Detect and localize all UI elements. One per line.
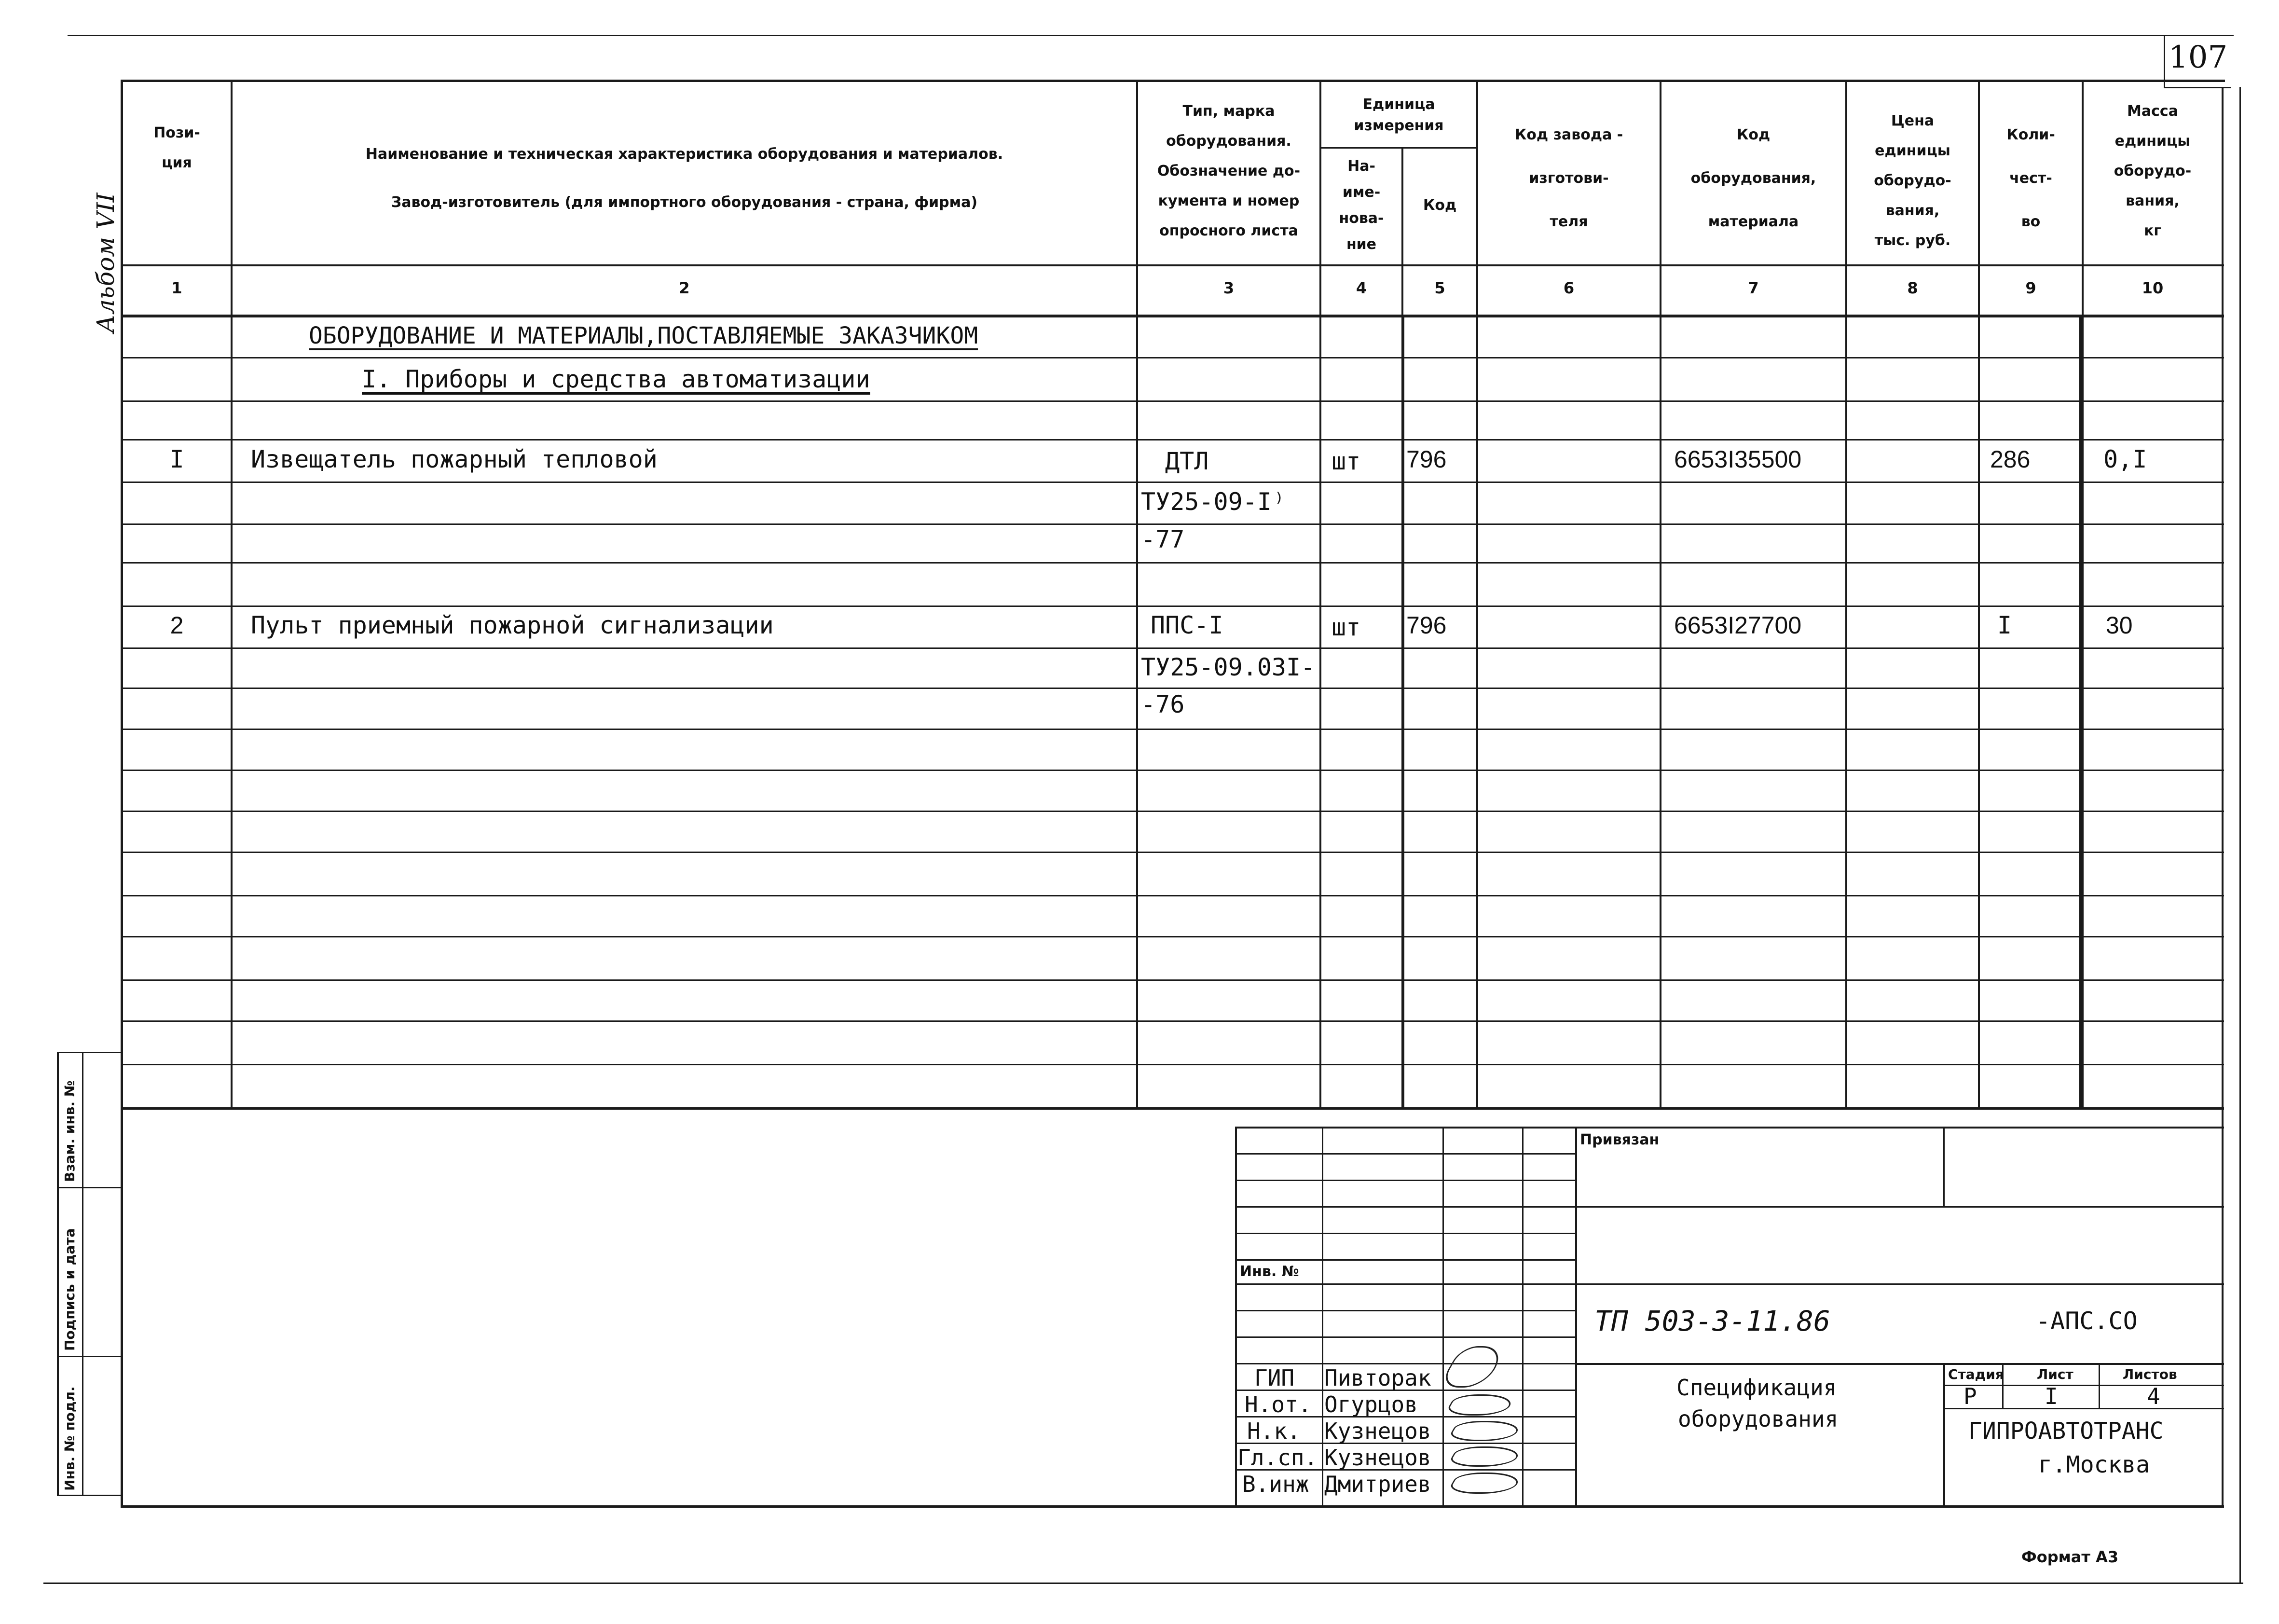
col-number-8: 8 bbox=[1907, 279, 1918, 297]
col-number-7: 7 bbox=[1748, 279, 1759, 297]
role-v-inzh: В.инж bbox=[1242, 1471, 1309, 1497]
table-row-1-unit: шт bbox=[1332, 447, 1361, 475]
role-n-ot: Н.от. bbox=[1245, 1391, 1312, 1418]
organization: ГИПРОАВТОТРАНС bbox=[1968, 1418, 2164, 1445]
col-number-3: 3 bbox=[1223, 279, 1235, 297]
signature-gl-sp bbox=[1446, 1446, 1524, 1467]
header-manufacturer-code: Код завода - изготови- теля bbox=[1514, 126, 1623, 230]
doc-code: ТП 503-3-11.86 bbox=[1594, 1305, 1830, 1337]
sheets-label: Листов bbox=[2123, 1366, 2177, 1382]
signature-v-inzh bbox=[1446, 1473, 1524, 1494]
header-unit-code: Код bbox=[1423, 197, 1457, 214]
sheet-label: Лист bbox=[2037, 1366, 2073, 1382]
stamp-replacement-inv: Взам. инв. № bbox=[62, 1080, 78, 1182]
name-gip: Пивторак bbox=[1324, 1365, 1431, 1391]
signature-n-ot bbox=[1443, 1394, 1516, 1416]
album-label: Альбом VII bbox=[92, 193, 120, 333]
subsection-title: I. Приборы и средства автоматизации bbox=[362, 365, 870, 393]
table-row-2-type-doc-cont: -76 bbox=[1141, 690, 1185, 718]
name-n-ot: Огурцов bbox=[1324, 1391, 1418, 1418]
table-row-2-position: 2 bbox=[170, 612, 184, 639]
table-row-1-position: I bbox=[169, 445, 184, 473]
table-row-1-mass: 0,I bbox=[2103, 445, 2147, 473]
col-number-6: 6 bbox=[1563, 279, 1575, 297]
table-row-1-unit-code: 796 bbox=[1406, 446, 1447, 473]
table-row-2-type: ППС-I bbox=[1151, 611, 1223, 639]
name-n-k: Кузнецов bbox=[1324, 1418, 1431, 1444]
header-unit-group: Единица измерения bbox=[1354, 96, 1444, 134]
name-v-inzh: Дмитриев bbox=[1324, 1471, 1431, 1497]
doc-name-line-1: Спецификация bbox=[1676, 1375, 1837, 1401]
col-number-5: 5 bbox=[1434, 279, 1445, 297]
table-row-1-type-doc: ТУ25-09-I⁾ bbox=[1141, 488, 1287, 516]
signature-gip bbox=[1438, 1346, 1508, 1388]
col-number-1: 1 bbox=[171, 279, 182, 297]
table-row-2-type-doc: ТУ25-09.03I- bbox=[1141, 653, 1316, 681]
page-number: 107 bbox=[2169, 40, 2228, 75]
table-row-2-unit: шт bbox=[1332, 613, 1361, 641]
table-row-2-quantity: I bbox=[1997, 611, 2012, 639]
sheets-value: 4 bbox=[2147, 1383, 2160, 1409]
header-equipment-code: Код оборудования, материала bbox=[1690, 126, 1816, 230]
title-inv-no: Инв. № bbox=[1240, 1263, 1299, 1280]
header-mass: Масса единицы оборудо- вания, кг bbox=[2114, 103, 2192, 239]
header-position: Пози- ция bbox=[153, 124, 200, 171]
section-title: ОБОРУДОВАНИЕ И МАТЕРИАЛЫ,ПОСТАВЛЯЕМЫЕ ЗАКАЗЧИКОМ bbox=[309, 322, 978, 349]
table-row-2-mass: 30 bbox=[2106, 612, 2133, 639]
table-row-1-name: Извещатель пожарный тепловой bbox=[251, 445, 658, 473]
role-gip: ГИП bbox=[1254, 1365, 1295, 1391]
stage-label: Стадия bbox=[1948, 1366, 2004, 1382]
header-price: Цена единицы оборудо- вания, тыс. руб. bbox=[1874, 112, 1951, 249]
role-gl-sp: Гл.сп. bbox=[1237, 1445, 1318, 1471]
col-number-2: 2 bbox=[679, 279, 690, 297]
format-label: Формат А3 bbox=[2021, 1548, 2119, 1566]
header-type: Тип, марка оборудования. Обозначение до- кумента и номер опросного листа bbox=[1157, 103, 1301, 239]
header-quantity: Коли- чест- во bbox=[2006, 126, 2055, 230]
stage-value: Р bbox=[1963, 1383, 1977, 1409]
name-gl-sp: Кузнецов bbox=[1324, 1445, 1431, 1471]
header-name: Наименование и техническая характеристика оборудования и материалов. Завод-изготовитель (для импортного оборудования - страна, фирма) bbox=[365, 146, 1003, 211]
doc-name-line-2: оборудования bbox=[1678, 1406, 1839, 1432]
role-n-k: Н.к. bbox=[1247, 1418, 1301, 1444]
table-row-1-quantity: 286 bbox=[1990, 446, 2031, 473]
sheet-value: I bbox=[2045, 1383, 2058, 1409]
city: г.Москва bbox=[2038, 1451, 2150, 1478]
col-number-4: 4 bbox=[1356, 279, 1367, 297]
table-row-1-type-doc-cont: -77 bbox=[1141, 525, 1185, 553]
col-number-9: 9 bbox=[2025, 279, 2036, 297]
table-row-2-unit-code: 796 bbox=[1406, 612, 1447, 639]
header-unit-name: На- име- нова- ние bbox=[1339, 158, 1384, 253]
table-row-1-type: ДТЛ bbox=[1165, 447, 1209, 475]
table-row-2-name: Пульт приемный пожарной сигнализации bbox=[251, 611, 774, 639]
doc-suffix: -АПС.СО bbox=[2036, 1307, 2138, 1335]
stamp-signature-date: Подпись и дата bbox=[62, 1228, 78, 1351]
signature-n-k bbox=[1446, 1421, 1524, 1441]
title-privyazan: Привязан bbox=[1580, 1131, 1660, 1148]
col-number-10: 10 bbox=[2142, 279, 2164, 297]
stamp-inv-original: Инв. № подл. bbox=[62, 1386, 78, 1491]
table-row-1-equipment-code: 6653I35500 bbox=[1674, 446, 1802, 473]
table-row-2-equipment-code: 6653I27700 bbox=[1674, 612, 1802, 639]
